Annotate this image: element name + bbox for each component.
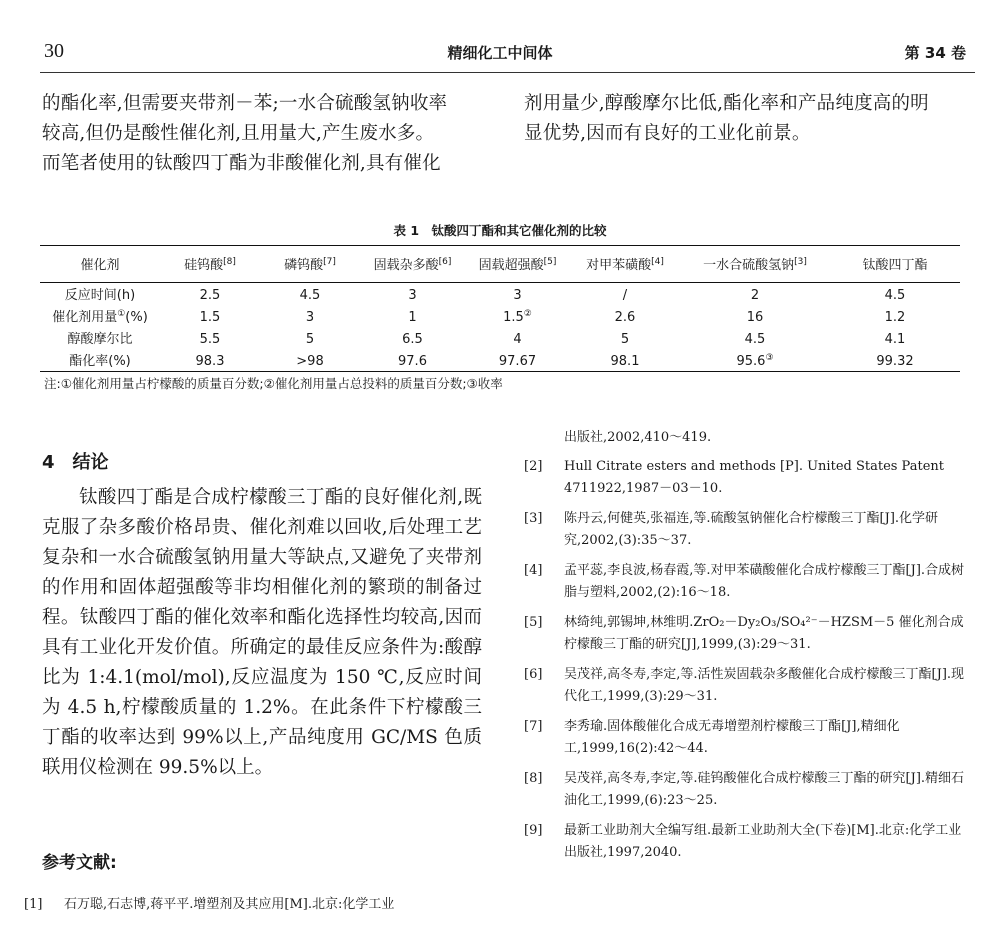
table-cell: 2.6: [614, 310, 636, 325]
table-cell: 2.5: [199, 288, 221, 303]
table-row: [40, 283, 960, 306]
reference-number: [6]: [524, 667, 543, 682]
table-cell: 4.5: [299, 288, 321, 303]
table-header-row: [40, 246, 960, 283]
table-cell: 3: [305, 310, 315, 325]
reference-text: 林绮纯,郭锡坤,林维明.ZrO₂－Dy₂O₃/SO₄²⁻－HZSM－5 催化剂合成柠檬酸三丁酯的研究[J],1999,(3):29～31.: [564, 615, 964, 652]
table-cell: 5.5: [199, 332, 221, 347]
table-row: [40, 349, 960, 372]
reference-item: [24, 894, 484, 918]
reference-item: [524, 664, 974, 710]
reference-number: [4]: [524, 563, 543, 578]
table-cell: 3: [513, 288, 522, 303]
table-cell: 95.6③: [680, 349, 830, 372]
reference-number: [5]: [524, 615, 543, 630]
table-cell: 97.6: [360, 349, 465, 372]
intro-left-column: [42, 89, 482, 179]
table-header: 硅钨酸[8]: [160, 246, 260, 283]
table-header: 催化剂: [40, 246, 160, 283]
table-cell: 6.5: [402, 332, 423, 347]
reference-text: 出版社,2002,410～419.: [564, 430, 712, 445]
reference-number: [2]: [524, 459, 543, 474]
table-cell: 4.5: [884, 288, 906, 303]
reference-item: [524, 820, 974, 866]
table-cell: 1.5: [199, 310, 221, 325]
text-line: 较高,但仍是酸性催化剂,且用量大,产生废水多。: [42, 123, 435, 144]
reference-text: 陈丹云,何健英,张福连,等.硫酸氢钠催化合柠檬酸三丁酯[J].化学研究,2002,(3):35～37.: [564, 511, 939, 548]
table-header: 对甲苯磺酸[4]: [570, 246, 680, 283]
reference-item: [524, 508, 974, 554]
reference-number: [7]: [524, 719, 543, 734]
table-cell: 4.1: [884, 332, 906, 347]
row-label: 酯化率(%): [40, 349, 160, 372]
reference-text: 吴茂祥,高冬寿,李定,等.硅钨酸催化合成柠檬酸三丁酯的研究[J].精细石油化工,1999,(6):23～25.: [564, 771, 965, 808]
reference-number: [9]: [524, 823, 543, 838]
table-cell: 2: [750, 288, 760, 303]
table-row: [40, 305, 960, 327]
text-line: 剂用量少,醇酸摩尔比低,酯化率和产品纯度高的明: [524, 93, 929, 114]
reference-number: [3]: [524, 511, 543, 526]
reference-text: Hull Citrate esters and methods [P]. United States Patent 4711922,1987－03－10.: [564, 459, 944, 496]
reference-number: [8]: [524, 771, 543, 786]
table-cell: 5: [620, 332, 630, 347]
table-cell: 98.3: [160, 349, 260, 372]
table-cell: 16: [746, 310, 764, 325]
table-cell: 1: [408, 310, 417, 325]
table-header: 固载杂多酸[6]: [360, 246, 465, 283]
conclusion-paragraph: 钛酸四丁酯是合成柠檬酸三丁酯的良好催化剂,既克服了杂多酸价格昂贵、催化剂难以回收,后处理工艺复杂和一水合硫酸氢钠用量大等缺点,又避免了夹带剂的作用和固体超强酸等非均相催化剂的繁琐的制备过程。钛酸四丁酯的催化效率和酯化选择性均较高,因而具有工业化开发价值。所确定的最佳反应条件为:酸醇比为 1:4.1(mol/mol),反应温度为 150 ℃,反应时间为 4.5 h,柠檬酸质量的 1.2%。在此条件下柠檬酸三丁酯的收率达到 99%以上,产品纯度用 GC/MS 色质联用仪检测在 99.5%以上。: [42, 487, 482, 778]
table-cell: 4.5: [744, 332, 766, 347]
intro-right-column: [524, 89, 964, 149]
table-header: 一水合硫酸氢钠[3]: [680, 246, 830, 283]
reference-item: [524, 560, 974, 606]
table-cell: 1.2: [884, 310, 906, 325]
table-cell: 4: [513, 332, 522, 347]
text-line: 而笔者使用的钛酸四丁酯为非酸催化剂,具有催化: [42, 153, 441, 174]
header-rule: [40, 72, 975, 73]
reference-text: 李秀瑜.固体酸催化合成无毒增塑剂柠檬酸三丁酯[J],精细化工,1999,16(2):42～44.: [564, 719, 900, 756]
reference-text: 石万聪,石志博,蒋平平.增塑剂及其应用[M].北京:化学工业: [64, 897, 395, 912]
table-cell: 3: [408, 288, 417, 303]
table-cell: 99.32: [830, 349, 960, 372]
reference-item: [524, 768, 974, 814]
section-title: 4 结论: [42, 452, 109, 473]
volume-label: 第 34 卷: [904, 44, 966, 62]
reference-item: [524, 456, 974, 502]
page-number: 30: [44, 40, 64, 62]
row-label: 醇酸摩尔比: [67, 332, 133, 347]
reference-text: 吴茂祥,高冬寿,李定,等.活性炭固载杂多酸催化合成柠檬酸三丁酯[J].现代化工,1999,(3):29～31.: [564, 667, 965, 704]
table-caption: 表 1 钛酸四丁酯和其它催化剂的比较: [393, 223, 607, 238]
table-cell: >98: [260, 349, 360, 372]
journal-title: 精细化工中间体: [447, 44, 553, 62]
reference-item: [524, 612, 974, 658]
table-header: 磷钨酸[7]: [260, 246, 360, 283]
row-label: 催化剂用量①(%): [52, 309, 148, 325]
reference-item: [524, 427, 974, 451]
text-line: 的酯化率,但需要夹带剂－苯;一水合硫酸氢钠收率: [42, 93, 448, 114]
text-line: 显优势,因而有良好的工业化前景。: [524, 123, 811, 144]
reference-item: [524, 716, 974, 762]
table-header: 钛酸四丁酯: [830, 246, 960, 283]
table-header: 固载超强酸[5]: [465, 246, 570, 283]
table-row: [40, 327, 960, 349]
reference-text: 孟平蕊,李良波,杨春霞,等.对甲苯磺酸催化合成柠檬酸三丁酯[J].合成树脂与塑料,2002,(2):16～18.: [564, 563, 965, 600]
table-cell: 98.1: [570, 349, 680, 372]
references-heading: 参考文献:: [42, 853, 117, 873]
table-cell: 5: [305, 332, 315, 347]
table-note: 注:①催化剂用量占柠檬酸的质量百分数;②催化剂用量占总投料的质量百分数;③收率: [44, 376, 503, 391]
reference-text: 最新工业助剂大全编写组.最新工业助剂大全(下卷)[M].北京:化学工业出版社,1997,2040.: [564, 823, 962, 860]
table-cell: 97.67: [465, 349, 570, 372]
reference-number: [1]: [24, 897, 43, 912]
catalyst-comparison-table: [40, 245, 960, 372]
row-label: 反应时间(h): [64, 288, 136, 303]
table-cell: 1.5②: [503, 309, 532, 325]
table-cell: /: [622, 288, 628, 303]
